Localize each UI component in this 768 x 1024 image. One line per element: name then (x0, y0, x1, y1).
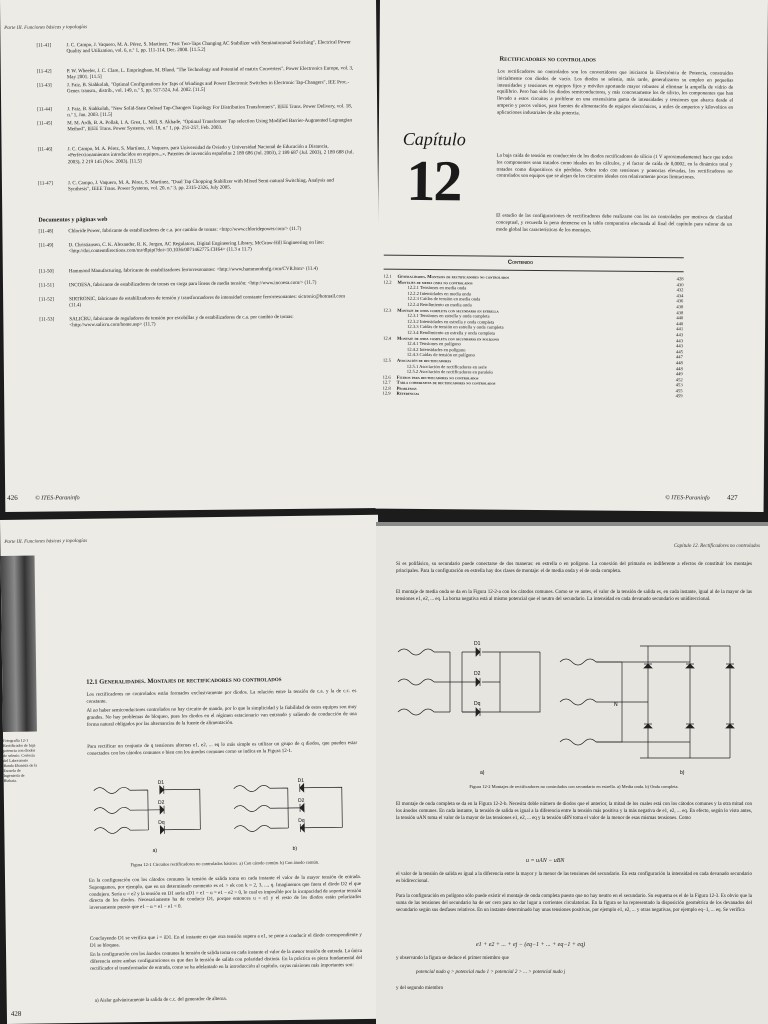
figure-label: Dq (474, 701, 481, 707)
toc-label: Filtros para rectificadores no controlados (396, 374, 479, 381)
toc-page: 453 (674, 382, 683, 388)
list-item: a) Aislar galvánicamente la salida de c.c. del generador de alterna. (94, 996, 228, 1004)
diode-symbol (644, 664, 652, 668)
reference-text: Chloride Power, fabricante de estabilizadores de c.a. por cambio de tomas: <http://www.chloridepower.com/> (11.7) (68, 226, 302, 235)
toc-page: 441 (674, 327, 683, 333)
page-426 (0, 0, 381, 512)
reference-entry (39, 294, 357, 310)
running-head: Parte III. Funciones básicas y topologías (4, 538, 88, 545)
toc-section-number: 12.9 (382, 391, 391, 397)
reference-entry (38, 226, 356, 236)
rectifier-photo (1, 556, 37, 732)
reference-text: M. M. Ardh, B. A. Pollak, I. A. Grea, L. Mill, S. Akhade, "Optimal Transformer Tap selection Using Modified Barrier-Augmented Lagrangian Method", IEEE Trans. Power Systems, vol. 18, n.º 1, pp. 251-257, Feb. 2003. (67, 118, 352, 133)
figure-label: Dq (298, 817, 305, 824)
toc-page: 438 (674, 310, 683, 316)
toc-section-number: 12.3 (383, 307, 392, 313)
page-427 (376, 0, 768, 512)
circuit-wire (164, 789, 201, 829)
toc-page: 438 (674, 304, 683, 310)
circuit-wire (560, 659, 596, 665)
intro-paragraph: La baja caída de tensión en conducción de los diodos rectificadores de silicio (1 V aproximadamente) hace que todos los componentes sean tratados como ideales en los cálculos, y el factor de caída de 0,0002, en la dinámica total y tratados como dispositivos sin pérdidas. Sobre todo con tensiones y potencias elevadas, los rectificadores no controlados son equipos que se alejan de los circuitos ideales con relativamente pocas limitaciones. (496, 153, 733, 181)
page-428 (0, 515, 385, 1024)
equation: e1 + e2 + ... + ej − (eq−1 + ... + eq−1 + eq) (476, 942, 586, 948)
paragraph: En la configuración con los cátodos comunes la tensión de salida toma en cada instante el valor de la mayor tensión de entrada. Supongamos, por ejemplo, que en un determinado momento es e1 > ek con k = 2, 3, ..., q. Imaginemos que fuera el diodo D2 el que condujera. Sería u = e2 y la tensión en D1 sería uD1 = e1 − u = e1 − e2 > 0, lo cual es imposible por la incapacidad de soportar tensión directa de los diodos. Necesariamente ha de conducir D1, porque entonces u = e1 y el resto de los diodos están polarizados inversamente puesto que e1 − u = e1 − e1 < 0. (89, 874, 362, 911)
paragraph: y observando la figura se deduce el primer miembro que (396, 956, 509, 961)
paragraph: Para rectificar un conjunto de q tensiones alternas e1, e2, ... eq lo más simple es utilizar un grupo de q diodos, que pueden estar conectados con los cátodos comunes o bien con los ánodos comunes como se indica en la Figura 12-1. (87, 741, 358, 757)
paragraph: Al no haber semiconductores controlados no hay circuito de mando, por lo que la simplicidad y la fiabilidad de estos equipos son muy grandes. No hay problemas de bloqueo, pues los diodos en el régimen estacionario van entrando y saliendo de conducción de una forma natural obligados por las alternancias de la fuente de alimentación. (86, 705, 357, 728)
reference-text: Hammond Manufacturing, fabricante de estabilizadores ferrorresonantes: <http://www.hammondmfg.com/CVR.htm> (11.4) (68, 266, 318, 275)
paragraph: El montaje de onda completa se da en la Figura 12-2-b. Necesita doble número de diodos que el anterior, la mitad de los cuales está con los cátodos comunes y la otra mitad con los ánodos comunes. En cada instante, la tensión de salida es igual a la diferencia entre la tensión más positiva y la más negativa de e1, e2, ... eq. En efecto, según lo visto antes, la tensión uAN toma el valor de la mayor de las tensiones e1, e2, ... eq y la tensión uBN toma el valor de la menor de esas mismas tensiones. Como (396, 802, 752, 821)
diode-symbol (300, 784, 304, 792)
toc-label: Referencias (396, 391, 420, 397)
toc-page: 455 (674, 388, 683, 394)
toc-section-number: 12.2 (383, 279, 392, 285)
paragraph: El montaje de media onda se da en la Figura 12-2-a con los cátodos comunes. Como se ve antes, el valor de la tensión de salida es, en cada instante, igual al de la mayor de las tensiones e1, e2, ... eq. La borna negativa está al mismo potencial que el neutro del secundario. La intensidad en cada devanado secundario es unidireccional. (396, 590, 752, 602)
paragraph: Concluyendo D1 se verifica que i = iD1. En el instante en que otra tensión supera a e1, se pone a conducir el diodo correspondiente y D1 se bloquea. (89, 932, 362, 949)
toc-label: Montaje de onda completa con secundario en polígono (397, 335, 499, 342)
reference-number: [11-46] (37, 147, 53, 153)
contents-title: Contenido (507, 259, 534, 266)
page-429 (376, 522, 768, 1024)
diode-symbol (644, 724, 652, 728)
diode-symbol (476, 648, 480, 656)
diode-symbol (726, 724, 734, 728)
circuit-wire (130, 790, 161, 830)
toc-page: 443 (674, 338, 683, 344)
toc-page: 448 (674, 360, 683, 366)
reference-entry (39, 314, 357, 330)
toc-label: 12.4.3 Caídas de tensión en polígono (406, 352, 475, 358)
toc-label: 12.2.2 Intensidades en media onda (407, 290, 471, 297)
toc-label: 12.3.3 Caídas de tensión en estrella y onda completa (407, 324, 504, 331)
figure-label: Dq (158, 819, 165, 826)
figure-label: D2 (297, 797, 305, 804)
reference-number: [11-41] (36, 43, 52, 49)
figure-label: D1 (157, 779, 165, 786)
toc-page: 449 (674, 371, 683, 377)
toc-page: 448 (674, 366, 683, 372)
circuit-wire (398, 709, 434, 715)
toc-label: Tabla comparativa de rectificadores no controlados (396, 380, 496, 386)
circuit-wire (560, 699, 596, 705)
toc-label: Montaje de onda completa con secundario en estrella (397, 307, 499, 314)
figure-label: b) (680, 770, 685, 776)
circuit-wire (234, 805, 270, 812)
diode-symbol (686, 724, 694, 728)
figure-label: a) (152, 847, 158, 854)
reference-number: [11-44] (37, 107, 52, 113)
toc-label: Montajes de media onda no controlados (397, 279, 473, 286)
toc-label: Asociación de rectificadores (396, 357, 452, 364)
toc-page: 440 (674, 315, 683, 321)
toc-label: 12.3.1 Tensiones en estrella y onda completa (407, 313, 490, 319)
diode-symbol (476, 678, 480, 686)
toc-label: 12.4.2 Intensidades en polígono (406, 346, 466, 353)
paragraph: y del segundo miembro (396, 986, 444, 991)
divider (384, 269, 684, 273)
diode-symbol (686, 664, 694, 668)
chapter-title: Rectificadores no controlados (499, 55, 596, 64)
reference-text: J. C. Campo, M. A. Pérez, S. Martínez, J. Vaquero, para Universidad de Oviedo y Universidad Nacional de Educación a Distancia, «Perfeccionamientos introducidos en equipos...», Patentes de invención españolas 2 189 686 (Jul. 2003), 2 189 687 (Jul. 2003), 2 189 688 (Jul. 2003), 2 219 145 (Nov. 2003). [11.5] (67, 144, 354, 166)
running-head: Parte III. Funciones básicas y topologías (4, 25, 88, 31)
figure-caption: Figura 12-1 Circuitos rectificadores no controlados básicos. a) Con cátodo común. b) Con ánodo común. (130, 859, 320, 868)
circuit-wire (270, 788, 301, 828)
diode-symbol (300, 804, 304, 812)
chapter-word: Capítulo (402, 128, 466, 150)
reference-text: J. Faiz, B. Siahkolah, "New Solid-State Onload Tap-Changers Topology For Distribution Transformers", IEEE Trans. Power Delivery, vol. 18, n.º 1, Jan. 2003. [11.5] (67, 104, 352, 119)
chapter-number: 12 (406, 147, 461, 214)
section-title: 12.1 Generalidades. Montajes de rectificadores no controlados (86, 676, 282, 686)
diode-symbol (160, 806, 164, 814)
paragraph: Si es polifásico, su secundario puede conectarse de dos maneras: en estrella o en polígono. La conexión del primario es indiferente a efectos de constituir los montajes principales. Para la configuración en estrella hay dos clases de montaje: el de media onda y el de onda completa. (396, 562, 752, 574)
reference-text: J. Faiz, B. Siahkolah, "Optimal Configurations for Taps of Windings and Power Electronic Switches in Electronic Tap-Changers", IEE Proc.-Gener. transm., distrib., vol. 149, n.º 5, pp. 517-524, Jul. 2002. [11.5] (66, 80, 350, 95)
circuit-wire (398, 679, 434, 685)
toc-section-number: 12.1 (383, 273, 392, 279)
reference-number: [11-43] (36, 83, 52, 89)
figure-12-2 (390, 632, 762, 782)
toc-label: 12.3.4 Rendimiento en estrella y onda completa (407, 329, 495, 336)
toc-label: 12.2.1 Tensiones en media onda (407, 285, 467, 291)
toc-label: 12.2.3 Caídas de tensión en media onda (407, 296, 481, 302)
toc-page: 434 (675, 293, 684, 299)
reference-entry (38, 144, 356, 167)
intro-paragraph: Los rectificadores no controlados son los convertidores que iniciaron la Electrónica de Potencia, construidos inicialmente con diodos de vacío. Los diodos se selenio, más tarde, generalizaron su empleo en pequeñas intensidades y tensiones en equipos fijos y móviles aportando mayor robustez al eliminar la ampolla de vidrio de equilibrio. Pero han sido los diodos semiconductores, y más concretamente los de silicio, los componentes que han llevado a estos circuitos a proliferar en una extensísima gama de intensidades y tensiones que abarca desde el amperio y pocos voltios, para fuentes de alimentación de equipos electrónicos, a miles de amperios y kilovoltios en aplicaciones industriales de alta potencia. (496, 69, 734, 117)
reference-entry (36, 40, 354, 56)
diode-symbol (160, 826, 164, 834)
reference-number: [11-49] (38, 243, 54, 249)
circuit-wire (304, 787, 343, 828)
reference-entry (39, 266, 357, 276)
toc-label: Generalidades. Montajes de rectificadores no controlados (397, 273, 510, 280)
toc-page: 432 (675, 287, 684, 293)
circuit-wire (94, 787, 130, 794)
reference-entry (37, 80, 355, 96)
intro-paragraph: El estudio de las configuraciones de rectificadores debe realizarse con los no controlados por motivos de claridad conceptual, y recuerda la pena detenerse en la tabla comparativa efectuada al final del capítulo para valorar de un modo global las características de los montajes. (495, 213, 733, 234)
reference-text: J. C. Campo, J. Vaquero, M. A. Pérez, S. Martínez, "Dual Tap Chopping Stabilizer with Mixed Semi-natural Switching, Analysis and Synthesis", IEEE Trans. Power Systems, vol. 20, n.º 3, pp. 2315-2326, July 2005. (67, 178, 334, 193)
toc-page: 443 (674, 343, 683, 349)
reference-number: [11-51] (38, 283, 54, 289)
reference-entry (38, 178, 356, 194)
figure-label: D2 (474, 671, 481, 677)
divider (384, 255, 684, 259)
toc-page: 428 (675, 276, 684, 282)
toc-label: 12.5.1 Asociación de rectificadores en serie (406, 363, 487, 370)
toc-page: 430 (675, 282, 684, 288)
figure-label: D1 (474, 641, 481, 647)
reference-number: [11-42] (36, 69, 52, 75)
toc-page: 440 (674, 321, 683, 327)
circuit-wire (94, 827, 130, 834)
paragraph: Los rectificadores no controlados están formados exclusivamente por diodos. La relación entre la tensión de c.a. y la de c.c. es constante. (86, 689, 357, 705)
reference-entry (37, 118, 355, 134)
toc-section-number: 12.6 (382, 374, 391, 380)
docs-section-title: Documentos y páginas web (38, 216, 108, 224)
toc-label: 12.5.2 Asociación de rectificadores en paralelo (406, 368, 493, 375)
reference-entry (39, 280, 357, 290)
toc-label: 12.2.4 Rendimiento en media onda (407, 301, 472, 308)
circuit-wire (398, 649, 434, 655)
paragraph: En la configuración con los ánodos comunes la tensión de salida toma en cada instante el valor de la menor tensión de entrada. La única diferencia entre ambas configuraciones es que dan la tensión de salida con polaridad distinta. En la práctica es pieza fundamental del rectificador el transformador de entrada, como se ha adelantado en la introducción al capítulo, cuyas misiones más importantes son: (90, 948, 363, 972)
publisher: © ITES-Paraninfo (665, 495, 710, 502)
toc-page: 447 (674, 355, 683, 361)
circuit-wire (234, 825, 270, 832)
reference-number: [11-47] (37, 181, 53, 187)
table-of-contents (383, 274, 684, 400)
toc-page: 445 (674, 349, 683, 355)
toc-page: 436 (674, 299, 683, 305)
figure-label: D1 (297, 777, 305, 784)
equation: potencial nudo q > potencial nudo 1 > potencial 2 > ... > potencial nudo j (416, 970, 566, 975)
toc-section-number: 12.8 (382, 385, 391, 391)
page-number: 426 (7, 493, 18, 502)
reference-number: [11-50] (38, 269, 54, 275)
circuit-wire (94, 807, 130, 814)
toc-page: 452 (674, 377, 683, 383)
circuit-wire (234, 785, 270, 792)
circuit-wire (596, 662, 622, 742)
figure-label: N (614, 702, 618, 708)
publisher: © ITES-Paraninfo (35, 495, 80, 502)
reference-number: [11-48] (38, 229, 54, 235)
reference-text: J. C. Campo, J. Vaquero, M. A. Pérez, S. Martínez, "Fast Two-Taps Changing AC Stabilizer with Semiautomoud Switching", Electrical Power Quality and Utilization, vol. 6, n.º 1, pp. 111-114, Dec. 2000. [11.5.2] (66, 40, 351, 55)
page-edge (376, 522, 768, 526)
equation: u = uAN − uBN (526, 858, 565, 864)
toc-section-number: 12.7 (382, 379, 391, 386)
reference-text: P. W. Wheeler, J. C. Clare, L. Empringham, M. Bland, "The Technology and Potential of matrix Converters", Power Electronics Europe, vol. 3, May 2001. [11.5] (66, 66, 354, 81)
diode-symbol (160, 786, 164, 794)
reference-text: SALICRU, fabricante de reguladores de tensión por escobillas y de estabilizadores de c.a. por cambio de tomas: <http://www.salicru.com/home.asp> (11.7) (69, 314, 294, 329)
toc-section-number: 12.5 (382, 357, 391, 363)
diode-symbol (476, 708, 480, 716)
diode-symbol (726, 664, 734, 668)
circuit-wire (640, 646, 730, 758)
toc-label: 12.4.1 Tensiones en polígono (406, 340, 461, 347)
reference-entry (39, 240, 357, 256)
circuit-wire (434, 652, 462, 712)
page-number: 427 (727, 493, 738, 502)
toc-label: 12.3.2 Intensidades en estrella y onda completa (407, 318, 495, 325)
circuit-wire (560, 739, 596, 745)
photo-caption: Fotografía 12-1 Rectificador de baja potencia con diodos de selenio. Cortesía del Laboratorio Banda Ebanista de la Escuela de Ingeniería de Bizkaia. (3, 737, 38, 783)
toc-section-number: 12.4 (383, 335, 392, 341)
page-number: 428 (10, 1009, 22, 1018)
running-head: Capítulo 12. Rectificadores no controlados (673, 544, 760, 549)
paragraph: el valor de la tensión de salida es igual a la diferencia entre la mayor y la menor de las tensiones del secundario. En esta configuración la intensidad en cada devanado secundario es bidireccional. (396, 872, 752, 884)
reference-number: [11-53] (39, 317, 55, 323)
figure-label: a) (480, 770, 485, 776)
figure-label: b) (292, 845, 298, 852)
diode-symbol (300, 824, 304, 832)
figure-label: D2 (157, 799, 165, 806)
reference-number: [11-52] (39, 297, 54, 303)
figure-caption: Figura 12-2 Montajes de rectificadores no controlados con secundario en estrella. a) Media onda. b) Onda completa. (469, 784, 679, 789)
paragraph: Para la configuración en polígono sólo puede existir el montaje de onda completa puesto que no hay neutro en el secundario. Su esquema es el de la Figura 12-3. Es obvio que la suma de las tensiones del secundario ha de ser cero para no dar lugar a corrientes circulatorias. En la figura se ha representado la disposición geométrica de los devanados del secundario según sus desfases relativos. En un instante determinado hay unas tensiones positivas, por ejemplo e1, e2, ... y otras negativas, por ejemplo eq−1, ... eq. Se verifica (396, 894, 752, 913)
reference-text: SIRTRONIC, fabricante de estabilizadores de tensión y transformadores de intensidad constante ferrorresonantes: sictronic@hotmail.com (11.4) (69, 294, 346, 309)
reference-text: D. Christiansen, C. K. Alexander, R. K. Jurgen, AC Regulators, Digital Engineering Library, McGraw-Hill Engineering on line: <http://doi.contentdirections.com/mr/dlpipi?doi=10.1036/0071462775.CH64> (11.3 a 11.7) (68, 240, 325, 255)
toc-page: 459 (674, 394, 683, 400)
figure-12-1 (88, 777, 361, 861)
reference-text: INCOESA, fabricante de estabilizadores de tomas en carga para líneas de media tensión: <http://www.incoesa.com/> (11.7) (68, 280, 317, 289)
toc-label: Problemas (396, 385, 417, 391)
toc-page: 443 (674, 332, 683, 338)
reference-number: [11-45] (37, 121, 53, 127)
